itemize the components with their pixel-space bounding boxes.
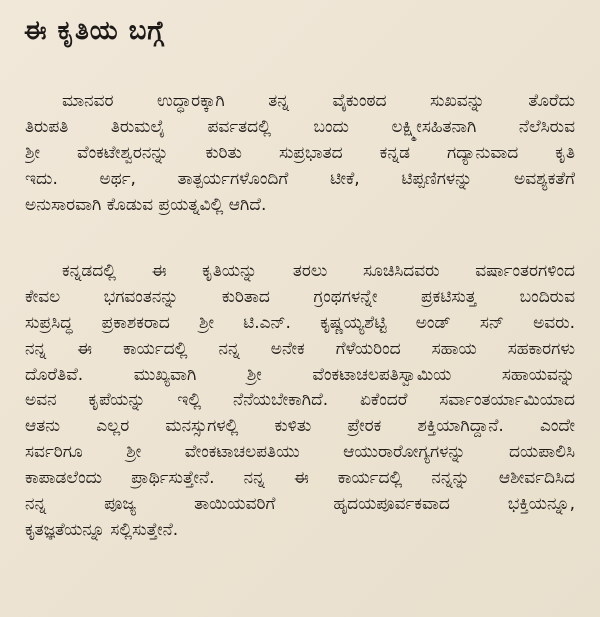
text-line: ಕನ್ನಡದಲ್ಲಿ ಈ ಕೃತಿಯನ್ನು ತರಲು ಸೂಚಿಸಿದವರು ವರ್ಷಾಂತರಗಳಿಂದ (62, 261, 575, 281)
text-line: ಶ್ರೀ ವೆಂಕಟೇಶ್ವರನನ್ನು ಕುರಿತು ಸುಪ್ರಭಾತದ ಕನ್ನಡ ಗದ್ಯಾನುವಾದ ಕೃತಿ (25, 142, 575, 163)
text-line: ತಿರುಪತಿ ತಿರುಮಲೈ ಪರ್ವತದಲ್ಲಿ ಬಂದು ಲಕ್ಷ್ಮೀಸಹಿತನಾಗಿ ನೆಲೆಸಿರುವ (25, 116, 575, 137)
text-line: ಕಾಪಾಡಲೆಂದು ಪ್ರಾರ್ಥಿಸುತ್ತೇನೆ. ನನ್ನ ಈ ಕಾರ್ಯದಲ್ಲಿ ನನ್ನನ್ನು ಆಶೀರ್ವದಿಸಿದ (25, 468, 575, 489)
page-title: ಈ ಕೃತಿಯ ಬಗ್ಗೆ (24, 16, 165, 46)
text-line: ಸುಪ್ರಸಿದ್ಧ ಪ್ರಕಾಶಕರಾದ ಶ್ರೀ ಟಿ.ಎನ್. ಕೃಷ್ಣಯ್ಯಶೆಟ್ಟಿ ಅಂಡ್ ಸನ್ ಅವರು. (25, 312, 575, 333)
text-line: ಸರ್ವರಿಗೂ ಶ್ರೀ ವೇಂಕಟಾಚಲಪತಿಯು ಆಯುರಾರೋಗ್ಯಗಳನ್ನು ದಯಪಾಲಿಸಿ (25, 442, 575, 463)
text-line: ಅನುಸಾರವಾಗಿ ಕೊಡುವ ಪ್ರಯತ್ನವಿಲ್ಲಿ ಆಗಿದೆ. (25, 194, 267, 215)
text-line: ಇದು. ಅರ್ಥ, ತಾತ್ಪರ್ಯಗಳೊಂದಿಗೆ ಟೀಕೆ, ಟಿಪ್ಪಣಿಗಳನ್ನು ಅವಶ್ಯಕತೆಗೆ (25, 168, 575, 189)
text-line: ಕೃತಜ್ಞತೆಯನ್ನೂ ಸಲ್ಲಿಸುತ್ತೇನೆ. (25, 519, 179, 540)
paragraph-1 (25, 89, 575, 218)
text-line: ನನ್ನ ಈ ಕಾರ್ಯದಲ್ಲಿ ನನ್ನ ಅನೇಕ ಗೆಳೆಯರಿಂದ ಸಹಾಯ ಸಹಕಾರಗಳು (25, 338, 575, 359)
text-line: ಮಾನವರ ಉದ್ಧಾರಕ್ಕಾಗಿ ತನ್ನ ವೈಕುಂಠದ ಸುಖವನ್ನು ತೊರೆದು (62, 91, 575, 111)
text-line: ದೊರೆತಿವೆ. ಮುಖ್ಯವಾಗಿ ಶ್ರೀ ವೆಂಕಟಾಚಲಪತಿಸ್ವಾಮಿಯ ಸಹಾಯವನ್ನು (25, 364, 575, 385)
text-line: ಕೇವಲ ಭಗವಂತನನ್ನು ಕುರಿತಾದ ಗ್ರಂಥಗಳನ್ನೇ ಪ್ರಕಟಿಸುತ್ತ ಬಂದಿರುವ (25, 286, 575, 307)
text-line: ಅವನ ಕೃಪೆಯನ್ನು ಇಲ್ಲಿ ನೆನೆಯಬೇಕಾಗಿದೆ. ಏಕೆಂದರೆ ಸರ್ವಾಂತರ್ಯಾಮಿಯಾದ (25, 390, 575, 411)
text-line: ನನ್ನ ಪೂಜ್ಯ ತಾಯಿಯವರಿಗೆ ಹೃದಯಪೂರ್ವಕವಾದ ಭಕ್ತಿಯನ್ನೂ, (25, 494, 575, 515)
paragraph-2 (25, 259, 575, 544)
text-line: ಆತನು ಎಲ್ಲರ ಮನಸ್ಸುಗಳಲ್ಲಿ ಕುಳಿತು ಪ್ರೇರಕ ಶಕ್ತಿಯಾಗಿದ್ದಾನೆ. ಎಂದೇ (25, 416, 575, 437)
